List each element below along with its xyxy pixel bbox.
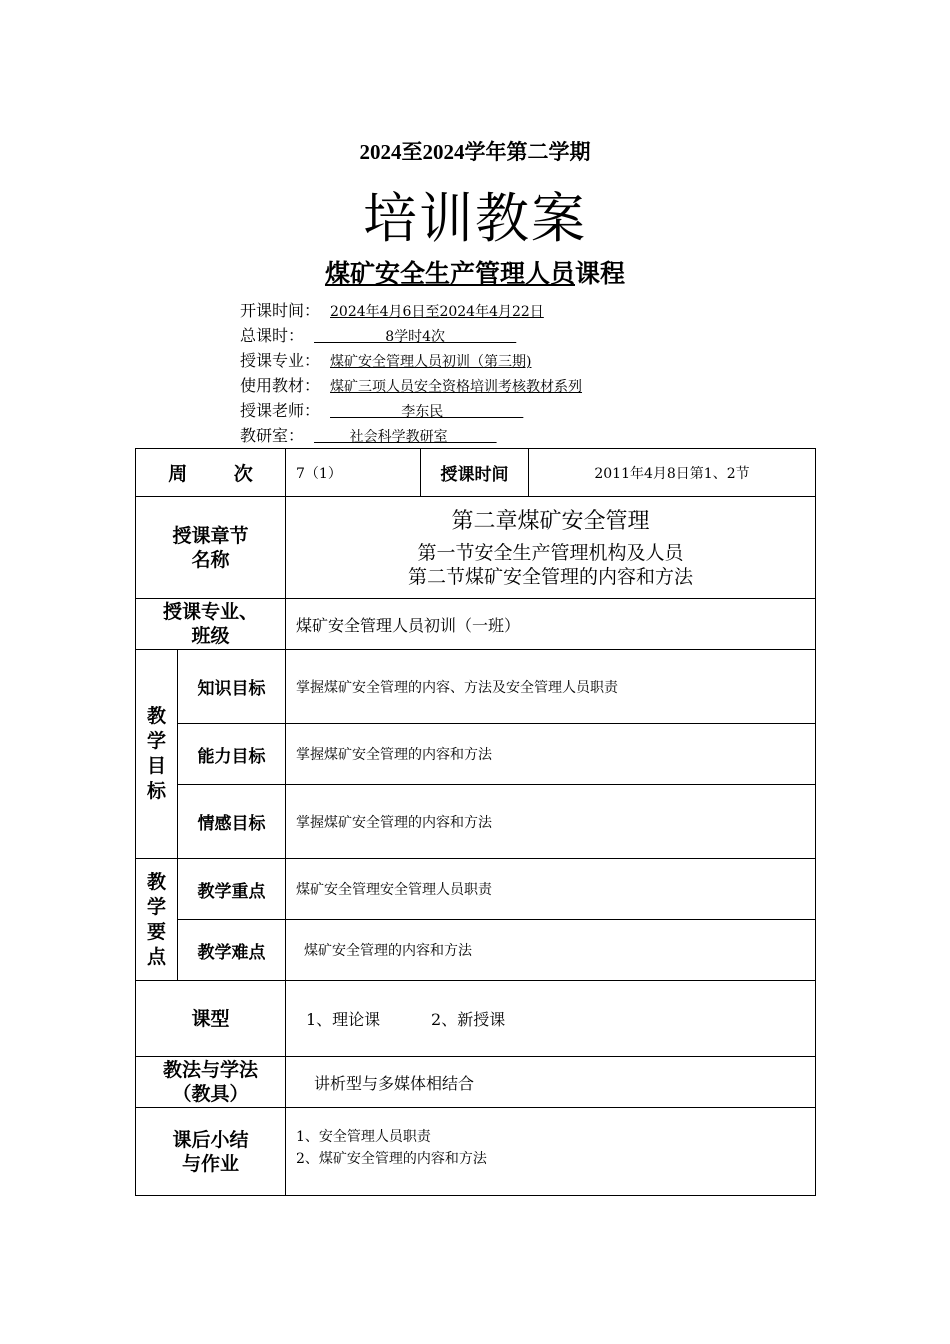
chapter-label-line: 名称 — [191, 548, 230, 571]
key-point-value: 煤矿安全管理安全管理人员职责 — [286, 859, 816, 920]
info-value: 煤矿三项人员安全资格培训考核教材系列 — [330, 379, 583, 395]
major-value: 煤矿安全管理人员初训（一班） — [286, 599, 816, 650]
week-label: 周 次 — [136, 449, 286, 497]
info-label: 使用教材： — [240, 376, 321, 395]
vertical-char: 点 — [146, 945, 166, 968]
table-row — [136, 497, 816, 599]
info-value: 8学时4次 — [314, 329, 517, 345]
time-label: 授课时间 — [421, 449, 529, 497]
table-row — [136, 981, 816, 1057]
vertical-char: 学 — [146, 895, 166, 918]
table-row — [136, 599, 816, 650]
summary-value — [286, 1108, 816, 1196]
method-label-line: （教具） — [172, 1083, 249, 1105]
course-suffix: 课程 — [575, 259, 626, 288]
info-label: 授课老师： — [240, 401, 321, 420]
lesson-type-value: 1、理论课 2、新授课 — [286, 981, 816, 1057]
teaching-goals-label — [136, 650, 178, 859]
info-major — [240, 350, 531, 373]
table-row — [136, 650, 816, 724]
lesson-type-label: 课型 — [136, 981, 286, 1057]
method-value: 讲析型与多媒体相结合 — [286, 1057, 816, 1108]
emotion-goal-value: 掌握煤矿安全管理的内容和方法 — [286, 785, 816, 859]
time-value: 2011年4月8日第1、2节 — [529, 449, 816, 497]
chapter-section: 第一节安全生产管理机构及人员 — [417, 541, 684, 564]
table-row — [136, 785, 816, 859]
table-row — [136, 1057, 816, 1108]
summary-item: 1、安全管理人员职责 — [296, 1129, 431, 1145]
week-value: 7（1） — [286, 449, 421, 497]
chapter-value — [286, 497, 816, 599]
chapter-main: 第二章煤矿安全管理 — [451, 508, 650, 534]
vertical-char: 要 — [146, 920, 166, 943]
info-textbook — [240, 375, 582, 398]
summary-item: 2、煤矿安全管理的内容和方法 — [296, 1151, 487, 1167]
info-total-hours — [240, 325, 516, 348]
info-department — [240, 425, 497, 448]
knowledge-goal-label: 知识目标 — [178, 650, 286, 724]
difficult-point-value: 煤矿安全管理的内容和方法 — [286, 920, 816, 981]
info-label: 教研室： — [240, 426, 305, 445]
course-title — [0, 254, 950, 290]
document-title: 培训教案 — [363, 187, 587, 250]
table-row — [136, 724, 816, 785]
summary-label — [136, 1108, 286, 1196]
summary-label-line: 课后小结 — [172, 1128, 249, 1151]
info-value: 煤矿安全管理人员初训（第三期) — [330, 354, 532, 370]
method-label — [136, 1057, 286, 1108]
info-value: 社会科学教研室 — [314, 429, 497, 445]
course-name: 煤矿安全生产管理人员 — [324, 259, 575, 288]
table-row — [136, 920, 816, 981]
chapter-section: 第二节煤矿安全管理的内容和方法 — [407, 565, 693, 588]
major-label-line: 班级 — [191, 625, 230, 647]
info-value: 李东民 — [330, 404, 524, 420]
vertical-char: 教 — [146, 870, 166, 893]
info-label: 开课时间： — [240, 301, 321, 320]
table-row — [136, 449, 816, 497]
major-label-line: 授课专业、 — [162, 601, 258, 623]
summary-label-line: 与作业 — [181, 1152, 239, 1175]
vertical-char: 标 — [146, 780, 166, 802]
vertical-char: 教 — [146, 705, 166, 727]
method-label-line: 教法与学法 — [162, 1059, 258, 1081]
major-label — [136, 599, 286, 650]
teaching-points-label — [136, 859, 178, 981]
chapter-label — [136, 497, 286, 599]
info-start-time — [240, 300, 544, 323]
knowledge-goal-value: 掌握煤矿安全管理的内容、方法及安全管理人员职责 — [286, 650, 816, 724]
table-row — [136, 859, 816, 920]
key-point-label: 教学重点 — [178, 859, 286, 920]
difficult-point-label: 教学难点 — [178, 920, 286, 981]
lesson-plan-table — [135, 448, 816, 1196]
info-teacher — [240, 400, 523, 423]
table-row — [136, 1108, 816, 1196]
info-label: 总课时： — [240, 326, 305, 345]
ability-goal-value: 掌握煤矿安全管理的内容和方法 — [286, 724, 816, 785]
info-value: 2024年4月6日至2024年4月22日 — [330, 304, 544, 320]
ability-goal-label: 能力目标 — [178, 724, 286, 785]
vertical-char: 目 — [146, 755, 166, 777]
emotion-goal-label: 情感目标 — [178, 785, 286, 859]
info-label: 授课专业： — [240, 351, 321, 370]
semester-heading: 2024至2024学年第二学期 — [359, 140, 591, 164]
vertical-char: 学 — [146, 730, 166, 752]
chapter-label-line: 授课章节 — [172, 524, 249, 547]
